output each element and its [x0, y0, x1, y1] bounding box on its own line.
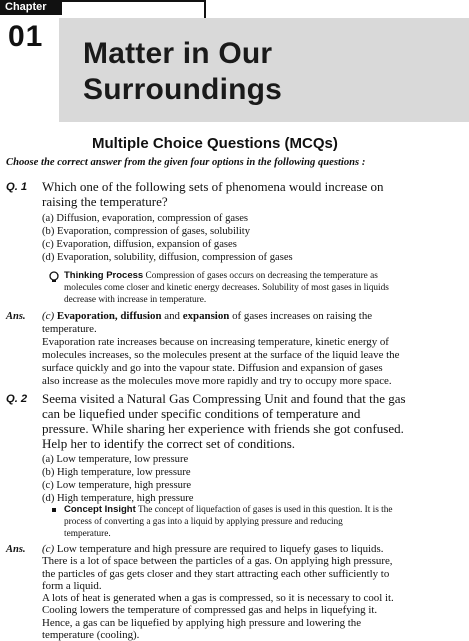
instructions: Choose the correct answer from the given four options in the following questions :	[6, 157, 366, 168]
answer-line: Hence, a gas can be liquefied by applying high pressure and lowering the	[42, 616, 362, 629]
question-1-line: raising the temperature?	[42, 194, 168, 209]
question-1-option: (a) Diffusion, evaporation, compression of gases	[42, 213, 249, 224]
question-1-label: Q. 1	[6, 181, 28, 193]
title-line-1: Matter in Our	[83, 37, 273, 70]
answer-1-label: Ans.	[6, 311, 26, 322]
answer-2-text	[42, 543, 462, 641]
note-line: temperature.	[64, 529, 111, 539]
section-title: Multiple Choice Questions (MCQs)	[92, 135, 338, 152]
question-2-option: (c) Low temperature, high pressure	[42, 480, 192, 491]
question-2-text	[42, 391, 462, 451]
answer-line: A lots of heat is generated when a gas is compressed, so it is necessary to cool it.	[42, 592, 394, 605]
question-1-option: (c) Evaporation, diffusion, expansion of gases	[42, 239, 237, 250]
answer-bold: expansion	[182, 310, 230, 322]
page-title	[83, 36, 282, 108]
note-line: The concept of liquefaction of gases is used in this question. It is the	[137, 505, 393, 515]
note-line: Compression of gases occurs on decreasing the temperature as	[145, 271, 378, 281]
answer-line: molecules increases, so the molecules present at the surface of the liquid leave the	[42, 349, 400, 361]
question-2-line: Seema visited a Natural Gas Compressing Unit and found that the gas	[42, 391, 406, 406]
answer-2-label: Ans.	[6, 544, 26, 555]
answer-line: form a liquid.	[42, 579, 102, 592]
question-2-line: can be liquefied under specific conditions of temperature and	[42, 406, 361, 421]
lightbulb-icon	[48, 271, 60, 283]
answer-option: (c)	[42, 543, 55, 555]
note-heading: Concept Insight	[64, 504, 136, 515]
question-1-option: (b) Evaporation, compression of gases, solubility	[42, 226, 251, 237]
note-line: molecules come closer and kinetic energy decreases. Solubility of most gases in liquids	[64, 283, 389, 293]
question-2-option: (a) Low temperature, low pressure	[42, 454, 189, 465]
bullet-icon	[51, 507, 57, 513]
note-line: decrease with increase in temperature.	[64, 295, 207, 305]
note-line: process of converting a gas into a liquid by applying pressure and reducing	[64, 517, 343, 527]
answer-line: Evaporation rate increases because on increasing temperature, kinetic energy of	[42, 336, 389, 348]
answer-bold: Evaporation, diffusion	[56, 310, 162, 322]
question-1-option: (d) Evaporation, solubility, diffusion, compression of gases	[42, 252, 293, 263]
question-1-line: Which one of the following sets of phenomena would increase on	[42, 179, 384, 194]
answer-line: Cooling lowers the temperature of compressed gas and helps in liquefying it.	[42, 604, 378, 617]
chapter-number: 01	[8, 20, 44, 53]
answer-line: Low temperature and high pressure are required to liquefy gases to liquids.	[56, 543, 384, 555]
answer-1-text	[42, 310, 462, 388]
concept-insight-note	[64, 504, 464, 540]
answer-line: surface quickly and go into the vapour state. Diffusion and expansion of gases	[42, 362, 383, 374]
title-line-2: Surroundings	[83, 73, 283, 106]
answer-line: temperature.	[42, 323, 97, 335]
thinking-process-note	[64, 270, 464, 306]
question-2-label: Q. 2	[6, 393, 28, 405]
question-1-text	[42, 179, 462, 209]
note-heading: Thinking Process	[64, 270, 144, 281]
question-2-line: pressure. While sharing her experience with friends she got confused.	[42, 421, 404, 436]
question-2-line: Help her to identify the correct set of conditions.	[42, 436, 296, 451]
answer-line: the particles of gas gets closer and they start attracting each other sufficiently to	[42, 567, 390, 580]
answer-text: of gases increases on raising the	[232, 310, 373, 322]
answer-line: There is a lot of space between the particles of a gas. On applying high pressure,	[42, 555, 393, 568]
chapter-label: Chapter	[0, 0, 62, 15]
answer-text: and	[164, 310, 180, 322]
answer-line: temperature (cooling).	[42, 629, 140, 641]
question-2-option: (b) High temperature, low pressure	[42, 467, 191, 478]
answer-option: (c)	[42, 310, 55, 322]
answer-line: also increase as the molecules move more rapidly and try to occupy more space.	[42, 375, 392, 387]
question-2-option: (d) High temperature, high pressure	[42, 493, 194, 504]
